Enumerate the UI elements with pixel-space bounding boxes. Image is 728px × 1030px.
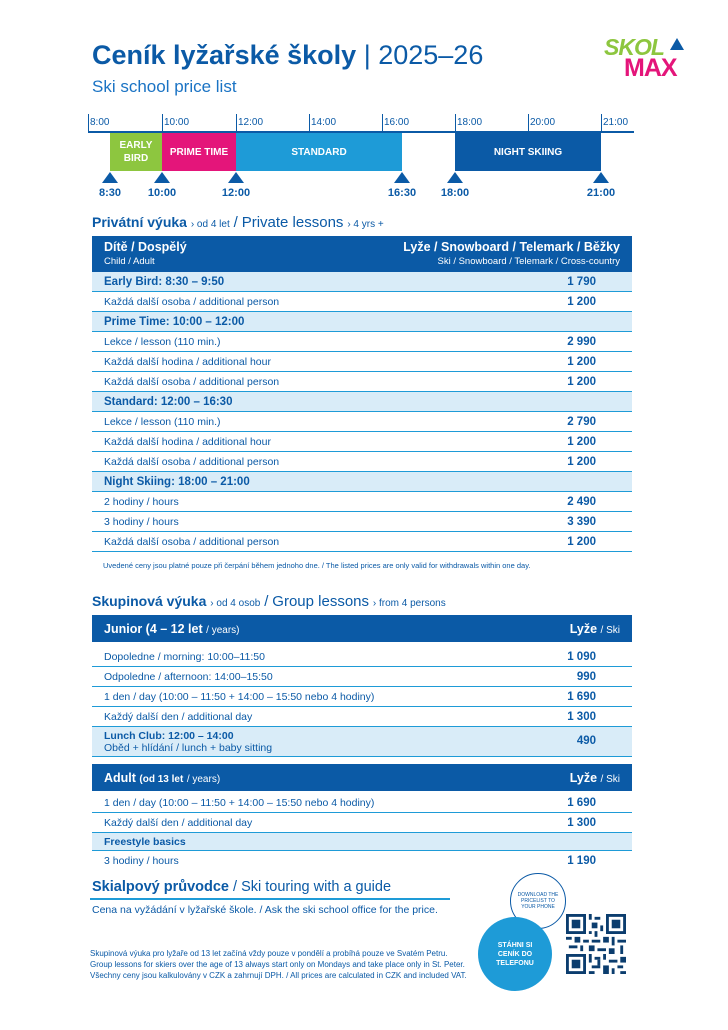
qr-code-icon[interactable]: [566, 914, 626, 974]
bar-early-bird: EARLY BIRD: [110, 133, 162, 171]
table-row: 3 hodiny / hours 3 390: [92, 512, 632, 532]
marker-icon: [394, 172, 410, 183]
private-price-table: [92, 236, 632, 552]
junior-row: Každý další den / additional day 1 300: [92, 707, 632, 727]
private-rows: [92, 272, 632, 552]
bar-standard: STANDARD: [236, 133, 402, 171]
marker-icon: [228, 172, 244, 183]
freestyle-header-row: Freestyle basics: [92, 833, 632, 851]
touring-text: Cena na vyžádání v lyžařské škole. / Ask the ski school office for the price.: [92, 904, 438, 916]
footer-notes: Skupinová výuka pro lyžaře od 13 let začíná vždy pouze v pondělí a probíhá pouze ve Svatém Petru. Group lessons for skiers over the age of 13 always start only on Mondays and take place only in St. Peter. Všechny ceny jsou kalkulovány v CZK a zahrnují DPH. / All prices are calculated in CZK and included VAT.: [90, 949, 467, 980]
price-value: 1 690: [567, 690, 596, 703]
group-price-table: [92, 615, 632, 871]
table-subheader-row: Early Bird: 8:30 – 9:50 1 790: [92, 272, 632, 292]
junior-rows: [92, 647, 632, 727]
mountain-icon: [670, 38, 684, 50]
table-row: Každá další hodina / additional hour 1 200: [92, 432, 632, 452]
price-value: 3 390: [567, 515, 596, 528]
table-subheader-row: Prime Time: 10:00 – 12:00: [92, 312, 632, 332]
table-row: Každá další hodina / additional hour 1 200: [92, 352, 632, 372]
table-row: Každá další osoba / additional person 1 200: [92, 292, 632, 312]
private-note: Uvedené ceny jsou platné pouze při čerpání během jednoho dne. / The listed prices are only valid for withdrawals within one day.: [103, 561, 531, 570]
lunch-club-row: Lunch Club: 12:00 – 14:00 Oběd + hlídání / lunch + baby sitting 490: [92, 727, 632, 757]
marker-icon: [154, 172, 170, 183]
junior-row: Odpoledne / afternoon: 14:00–15:50 990: [92, 667, 632, 687]
price-value: 1 790: [567, 275, 596, 288]
price-value: 1 200: [567, 435, 596, 448]
price-value: 1 200: [567, 295, 596, 308]
download-app-badge[interactable]: STÁHNI SI CENÍK DO TELEFONU: [478, 917, 552, 991]
marker-icon: [593, 172, 609, 183]
marker-icon: [447, 172, 463, 183]
page-subtitle: Ski school price list: [92, 77, 237, 96]
private-section-title: Privátní výuka › od 4 let / Private lessons › 4 yrs +: [92, 214, 384, 231]
bar-night-skiing: NIGHT SKIING: [455, 133, 601, 171]
junior-row: 1 den / day (10:00 – 11:50 + 14:00 – 15:50 nebo 4 hodiny) 1 690: [92, 687, 632, 707]
freestyle-row: 3 hodiny / hours 1 190: [104, 855, 596, 867]
table-row: 2 hodiny / hours 2 490: [92, 492, 632, 512]
marker-icon: [102, 172, 118, 183]
download-badge: DOWNLOAD THE PRICELIST TO YOUR PHONE: [510, 873, 566, 929]
price-value: 1 090: [567, 650, 596, 663]
adult-header: Adult (od 13 let / years) Lyže / Ski: [92, 764, 632, 791]
price-value: 2 990: [567, 335, 596, 348]
table-row: Každá další osoba / additional person 1 200: [92, 372, 632, 392]
table-subheader-row: Standard: 12:00 – 16:30: [92, 392, 632, 412]
adult-row: 1 den / day (10:00 – 11:50 + 14:00 – 15:50 nebo 4 hodiny) 1 690: [92, 793, 632, 813]
price-value: 990: [576, 670, 596, 683]
skolmax-logo: SKOL MAX: [604, 34, 688, 82]
bar-prime-time: PRIME TIME: [162, 133, 236, 171]
table-row: Každá další osoba / additional person 1 200: [92, 452, 632, 472]
touring-title: Skialpový průvodce / Ski touring with a guide: [92, 879, 392, 895]
price-value: 2 790: [567, 415, 596, 428]
table-row: Každá další osoba / additional person 1 200: [92, 532, 632, 552]
season-year: 2025–26: [378, 40, 484, 70]
group-section-title: Skupinová výuka › od 4 osob / Group lessons › from 4 persons: [92, 593, 446, 610]
junior-header: Junior (4 – 12 let / years) Lyže / Ski: [92, 615, 632, 642]
junior-row: Dopoledne / morning: 10:00–11:50 1 090: [92, 647, 632, 667]
price-value: 1 300: [567, 816, 596, 829]
table-row: Lekce / lesson (110 min.) 2 990: [92, 332, 632, 352]
price-value: 1 690: [567, 796, 596, 809]
table-subheader-row: Night Skiing: 18:00 – 21:00: [92, 472, 632, 492]
price-value: 1 200: [567, 455, 596, 468]
page-title: Ceník lyžařské školy | 2025–26: [92, 40, 484, 70]
private-table-header: Dítě / Dospělý Child / Adult Lyže / Snowboard / Telemark / Běžky Ski / Snowboard / Telemark / Cross-country: [92, 236, 632, 272]
price-value: 1 200: [567, 355, 596, 368]
price-value: 2 490: [567, 495, 596, 508]
price-value: 1 200: [567, 535, 596, 548]
adult-rows: [92, 793, 632, 833]
table-row: Lekce / lesson (110 min.) 2 790: [92, 412, 632, 432]
adult-row: Každý další den / additional day 1 300: [92, 813, 632, 833]
price-value: 1 200: [567, 375, 596, 388]
price-value: 1 300: [567, 710, 596, 723]
